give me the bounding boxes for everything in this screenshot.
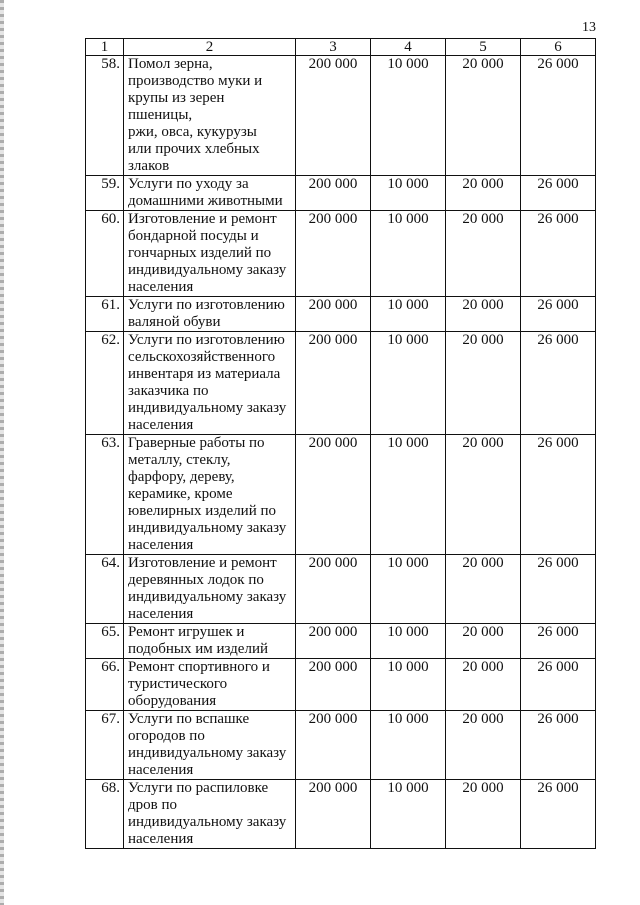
- col-4-value: 10 000: [371, 780, 446, 849]
- col-6-value: 26 000: [521, 435, 596, 555]
- col-6-value: 26 000: [521, 780, 596, 849]
- col-4-value: 10 000: [371, 659, 446, 711]
- scan-edge-artifact: [0, 0, 4, 905]
- table-row: [86, 555, 596, 624]
- col-3-value: 200 000: [296, 711, 371, 780]
- col-6-value: 26 000: [521, 659, 596, 711]
- table-row: [86, 176, 596, 211]
- col-5-value: 20 000: [446, 211, 521, 297]
- col-6-value: 26 000: [521, 211, 596, 297]
- table-row: [86, 56, 596, 176]
- header-col-4: 4: [371, 39, 446, 56]
- table-row: [86, 711, 596, 780]
- service-name: Услуги по уходу за домашними животными: [124, 176, 296, 211]
- col-6-value: 26 000: [521, 332, 596, 435]
- table-row: [86, 780, 596, 849]
- row-number: 59.: [86, 176, 124, 211]
- col-4-value: 10 000: [371, 176, 446, 211]
- col-3-value: 200 000: [296, 780, 371, 849]
- col-5-value: 20 000: [446, 711, 521, 780]
- col-3-value: 200 000: [296, 659, 371, 711]
- col-5-value: 20 000: [446, 297, 521, 332]
- header-col-3: 3: [296, 39, 371, 56]
- col-5-value: 20 000: [446, 659, 521, 711]
- table-row: [86, 211, 596, 297]
- service-name: Граверные работы по металлу, стеклу, фарфору, дереву, керамике, кроме ювелирных изделий по индивидуальному заказу населения: [124, 435, 296, 555]
- col-4-value: 10 000: [371, 624, 446, 659]
- col-3-value: 200 000: [296, 624, 371, 659]
- col-3-value: 200 000: [296, 297, 371, 332]
- col-5-value: 20 000: [446, 332, 521, 435]
- service-name: Помол зерна, производство муки и крупы из зерен пшеницы, ржи, овса, кукурузы или прочих хлебных злаков: [124, 56, 296, 176]
- table-header-row: [86, 39, 596, 56]
- header-col-1: 1: [86, 39, 124, 56]
- table-body: [86, 56, 596, 849]
- col-4-value: 10 000: [371, 711, 446, 780]
- col-6-value: 26 000: [521, 176, 596, 211]
- header-col-2: 2: [124, 39, 296, 56]
- table-row: [86, 435, 596, 555]
- row-number: 68.: [86, 780, 124, 849]
- row-number: 58.: [86, 56, 124, 176]
- col-3-value: 200 000: [296, 211, 371, 297]
- col-6-value: 26 000: [521, 711, 596, 780]
- col-3-value: 200 000: [296, 555, 371, 624]
- row-number: 60.: [86, 211, 124, 297]
- row-number: 64.: [86, 555, 124, 624]
- header-col-5: 5: [446, 39, 521, 56]
- col-6-value: 26 000: [521, 56, 596, 176]
- service-name: Ремонт игрушек и подобных им изделий: [124, 624, 296, 659]
- table-row: [86, 332, 596, 435]
- header-col-6: 6: [521, 39, 596, 56]
- col-3-value: 200 000: [296, 176, 371, 211]
- col-4-value: 10 000: [371, 555, 446, 624]
- row-number: 65.: [86, 624, 124, 659]
- page-number: 13: [582, 20, 596, 35]
- table-row: [86, 659, 596, 711]
- col-6-value: 26 000: [521, 297, 596, 332]
- row-number: 66.: [86, 659, 124, 711]
- col-4-value: 10 000: [371, 297, 446, 332]
- service-name: Изготовление и ремонт деревянных лодок по индивидуальному заказу населения: [124, 555, 296, 624]
- row-number: 62.: [86, 332, 124, 435]
- col-6-value: 26 000: [521, 624, 596, 659]
- row-number: 61.: [86, 297, 124, 332]
- fees-table: [85, 38, 596, 849]
- col-6-value: 26 000: [521, 555, 596, 624]
- table-row: [86, 624, 596, 659]
- service-name: Услуги по изготовлению валяной обуви: [124, 297, 296, 332]
- row-number: 63.: [86, 435, 124, 555]
- col-4-value: 10 000: [371, 435, 446, 555]
- col-4-value: 10 000: [371, 211, 446, 297]
- col-3-value: 200 000: [296, 56, 371, 176]
- col-5-value: 20 000: [446, 56, 521, 176]
- col-3-value: 200 000: [296, 332, 371, 435]
- service-name: Изготовление и ремонт бондарной посуды и гончарных изделий по индивидуальному заказу населения: [124, 211, 296, 297]
- service-name: Услуги по изготовлению сельскохозяйственного инвентаря из материала заказчика по индивидуальному заказу населения: [124, 332, 296, 435]
- col-5-value: 20 000: [446, 435, 521, 555]
- col-5-value: 20 000: [446, 555, 521, 624]
- service-name: Ремонт спортивного и туристического оборудования: [124, 659, 296, 711]
- col-5-value: 20 000: [446, 176, 521, 211]
- col-4-value: 10 000: [371, 56, 446, 176]
- col-5-value: 20 000: [446, 624, 521, 659]
- service-name: Услуги по вспашке огородов по индивидуальному заказу населения: [124, 711, 296, 780]
- table-row: [86, 297, 596, 332]
- col-4-value: 10 000: [371, 332, 446, 435]
- col-5-value: 20 000: [446, 780, 521, 849]
- service-name: Услуги по распиловке дров по индивидуальному заказу населения: [124, 780, 296, 849]
- col-3-value: 200 000: [296, 435, 371, 555]
- row-number: 67.: [86, 711, 124, 780]
